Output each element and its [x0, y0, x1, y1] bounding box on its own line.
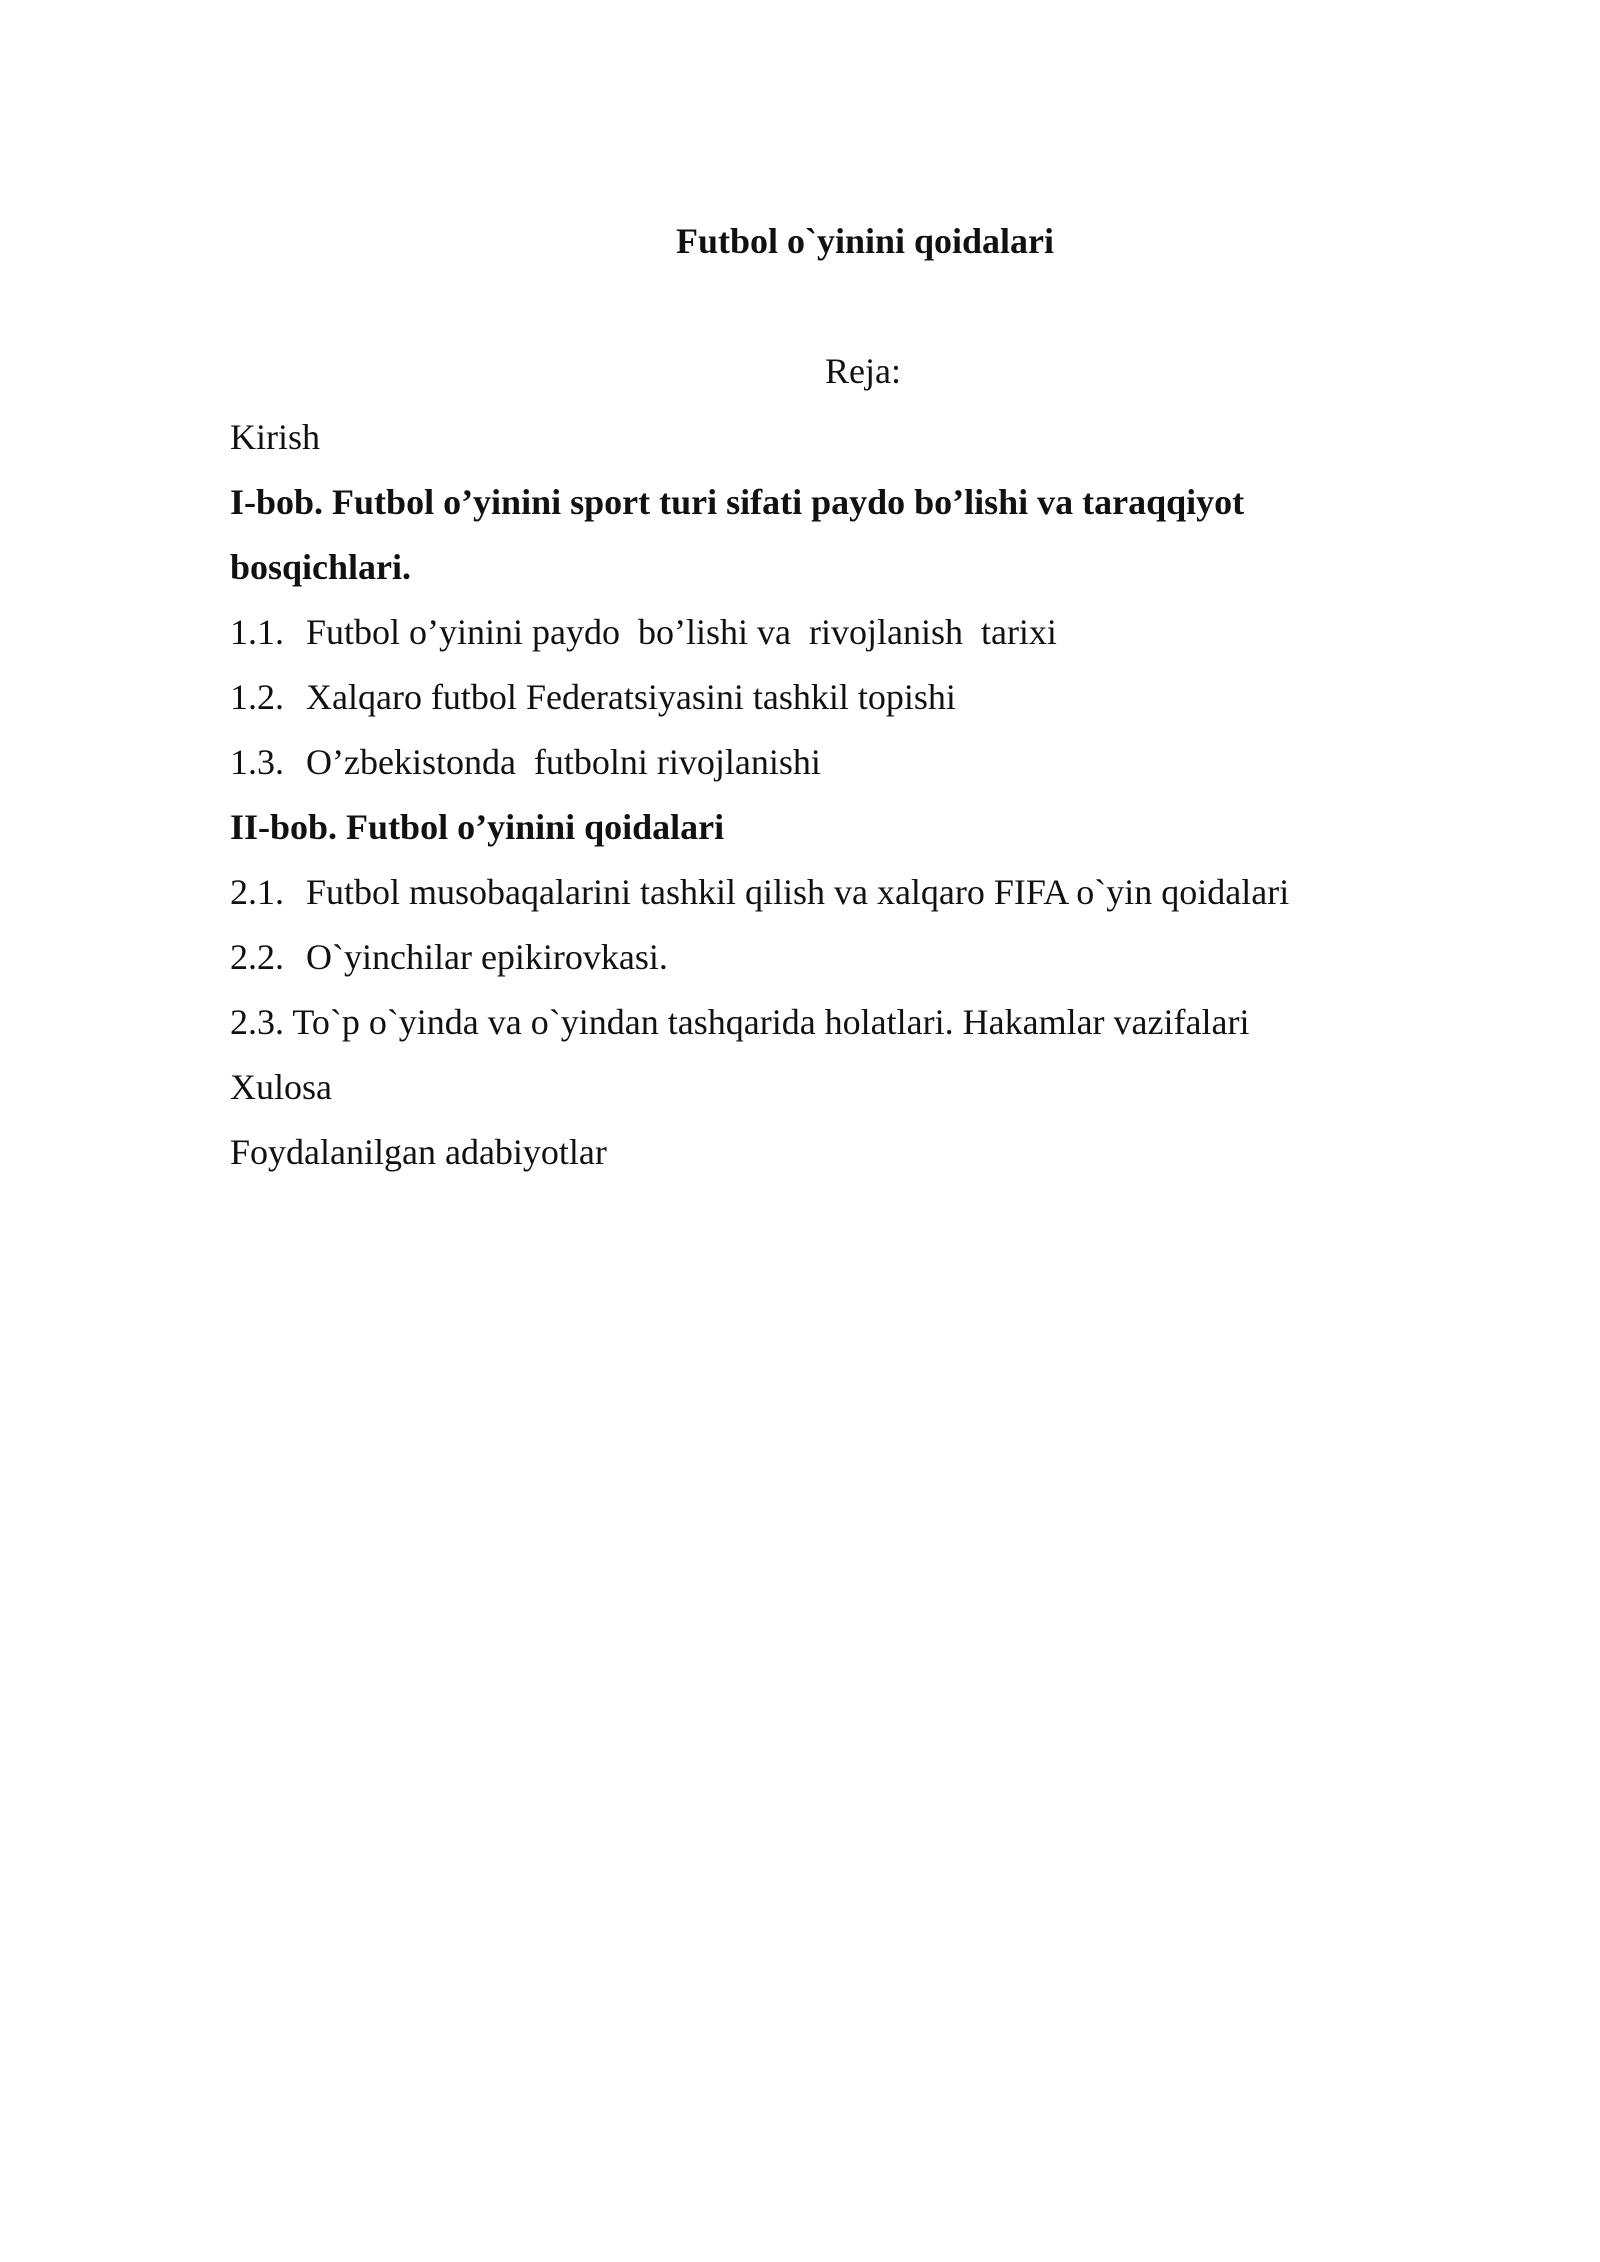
table-of-contents: [230, 414, 1430, 1194]
toc-chapter1-line2: bosqichlari.: [230, 547, 412, 587]
section-title: Futbol o’yinini paydo bo’lishi va rivojlanish tarixi: [306, 612, 1057, 652]
toc-conclusion: Xulosa: [230, 1067, 332, 1107]
toc-chapter2: II-bob. Futbol o’yinini qoidalari: [230, 807, 725, 847]
section-title: O’zbekistonda futbolni rivojlanishi: [306, 742, 821, 782]
toc-chapter1-line1: I-bob. Futbol o’yinini sport turi sifati paydo bo’lishi va taraqqiyot: [230, 482, 1245, 522]
section-number: 1.2.: [230, 677, 284, 717]
toc-references: Foydalanilgan adabiyotlar: [230, 1132, 607, 1172]
toc-section-1-1: [230, 609, 1430, 674]
plan-heading: Reja:: [825, 351, 901, 391]
toc-intro: Kirish: [230, 417, 320, 457]
section-title: Futbol musobaqalarini tashkil qilish va xalqaro FIFA o`yin qoidalari: [306, 872, 1290, 912]
section-title: Xalqaro futbol Federatsiyasini tashkil topishi: [306, 677, 956, 717]
section-number: 1.3.: [230, 742, 284, 782]
toc-section-1-2: [230, 674, 1430, 739]
section-number: 1.1.: [230, 612, 284, 652]
section-number: 2.2.: [230, 937, 284, 977]
toc-section-2-1: [230, 869, 1430, 934]
toc-section-1-3: [230, 739, 1430, 804]
section-title: O`yinchilar epikirovkasi.: [306, 937, 668, 977]
toc-section-2-2: [230, 934, 1430, 999]
toc-section-2-3: 2.3. To`p o`yinda va o`yindan tashqarida holatlari. Hakamlar vazifalari: [230, 1002, 1250, 1042]
section-number: 2.1.: [230, 872, 284, 912]
document-title: Futbol o`yinini qoidalari: [675, 221, 1055, 261]
